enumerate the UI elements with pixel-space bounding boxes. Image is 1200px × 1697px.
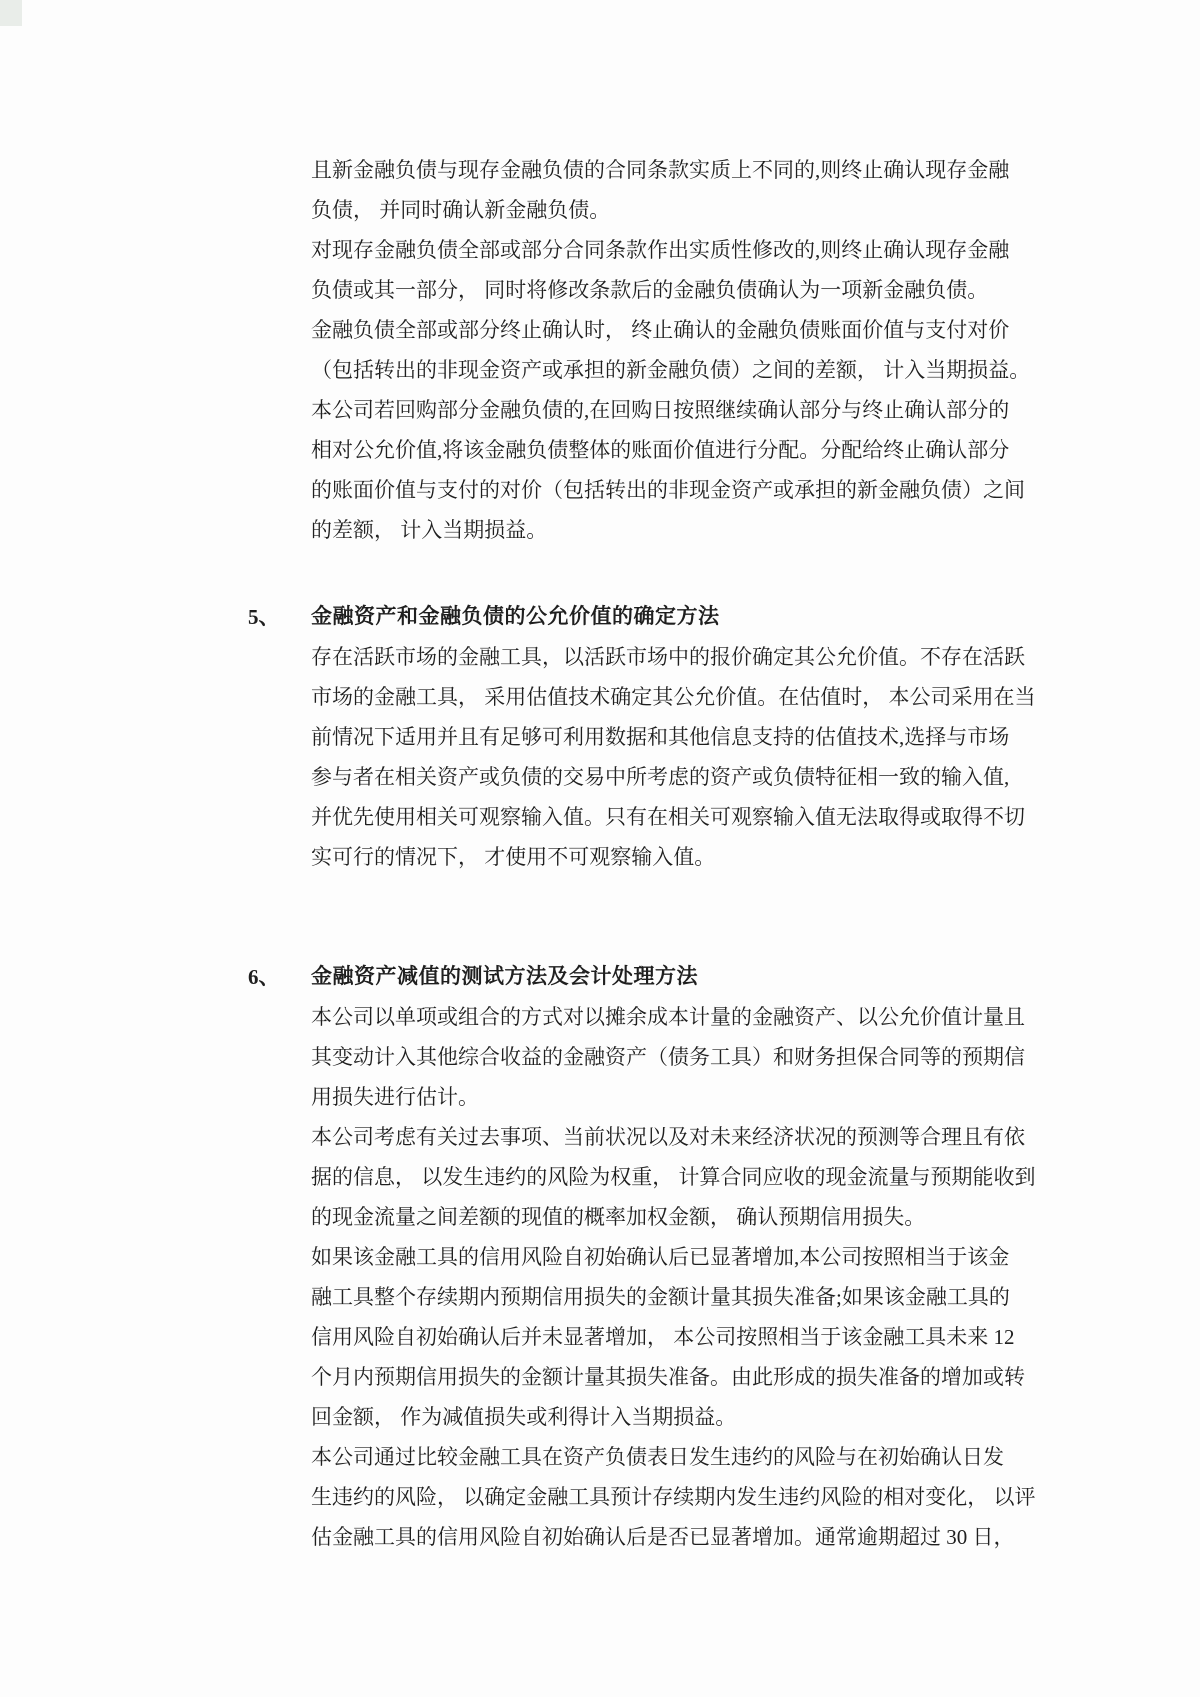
text-line: 参与者在相关资产或负债的交易中所考虑的资产或负债特征相一致的输入值, [311, 765, 1010, 789]
text-line: 本公司通过比较金融工具在资产负债表日发生违约的风险与在初始确认日发 [311, 1445, 1004, 1469]
text-line: 如果该金融工具的信用风险自初始确认后已显著增加,本公司按照相当于该金 [311, 1245, 1010, 1269]
text-line: 据的信息， 以发生违约的风险为权重， 计算合同应收的现金流量与预期能收到 [311, 1165, 1036, 1189]
text-line: 回金额， 作为减值损失或利得计入当期损益。 [311, 1405, 737, 1429]
text-line: 负债， 并同时确认新金融负债。 [311, 198, 611, 222]
text-line: 生违约的风险， 以确定金融工具预计存续期内发生违约风险的相对变化， 以评 [311, 1485, 1036, 1509]
text-line: 本公司考虑有关过去事项、当前状况以及对未来经济状况的预测等合理且有依 [311, 1125, 1025, 1149]
text-line: 金融负债全部或部分终止确认时， 终止确认的金融负债账面价值与支付对价 [311, 318, 1010, 342]
text-line: 的账面价值与支付的对价（包括转出的非现金资产或承担的新金融负债）之间 [311, 478, 1025, 502]
text-line: 估金融工具的信用风险自初始确认后是否已显著增加。通常逾期超过 30 日， [311, 1525, 1015, 1549]
section-title: 金融资产减值的测试方法及会计处理方法 [311, 965, 698, 988]
page-content [248, 150, 1048, 1557]
text-line: 本公司以单项或组合的方式对以摊余成本计量的金融资产、以公允价值计量且 [311, 1005, 1025, 1029]
text-line: 相对公允价值,将该金融负债整体的账面价值进行分配。分配给终止确认部分 [311, 438, 1010, 462]
text-line: 融工具整个存续期内预期信用损失的金额计量其损失准备;如果该金融工具的 [311, 1285, 1010, 1309]
text-line: 本公司若回购部分金融负债的,在回购日按照继续确认部分与终止确认部分的 [311, 398, 1010, 422]
text-line: 市场的金融工具， 采用估值技术确定其公允价值。在估值时， 本公司采用在当 [311, 685, 1036, 709]
text-line: 实可行的情况下， 才使用不可观察输入值。 [311, 845, 716, 869]
text-line: 的现金流量之间差额的现值的概率加权金额， 确认预期信用损失。 [311, 1205, 926, 1229]
paragraph-continuation [311, 150, 1048, 550]
section-number: 6、 [248, 965, 280, 989]
text-line: 且新金融负债与现存金融负债的合同条款实质上不同的,则终止确认现存金融 [311, 158, 1010, 182]
text-line: 并优先使用相关可观察输入值。只有在相关可观察输入值无法取得或取得不切 [311, 805, 1025, 829]
text-line: 个月内预期信用损失的金额计量其损失准备。由此形成的损失准备的增加或转 [311, 1365, 1025, 1389]
text-line: 对现存金融负债全部或部分合同条款作出实质性修改的,则终止确认现存金融 [311, 238, 1010, 262]
text-line: 的差额， 计入当期损益。 [311, 518, 548, 542]
text-line: 负债或其一部分， 同时将修改条款后的金融负债确认为一项新金融负债。 [311, 278, 989, 302]
section-5-body [311, 637, 1048, 877]
text-line: 信用风险自初始确认后并未显著增加， 本公司按照相当于该金融工具未来 12 [311, 1325, 1015, 1349]
section-number: 5、 [248, 605, 280, 629]
section-title: 金融资产和金融负债的公允价值的确定方法 [311, 605, 720, 628]
text-line: 用损失进行估计。 [311, 1085, 479, 1109]
section-6-body [311, 997, 1048, 1557]
section-6-heading [248, 957, 1048, 997]
text-line: （包括转出的非现金资产或承担的新金融负债）之间的差额， 计入当期损益。 [311, 358, 1031, 382]
section-5-heading [248, 597, 1048, 637]
text-line: 其变动计入其他综合收益的金融资产（债务工具）和财务担保合同等的预期信 [311, 1045, 1025, 1069]
text-line: 前情况下适用并且有足够可利用数据和其他信息支持的估值技术,选择与市场 [311, 725, 1010, 749]
scan-artifact [0, 0, 22, 26]
text-line: 存在活跃市场的金融工具，以活跃市场中的报价确定其公允价值。不存在活跃 [311, 645, 1025, 669]
